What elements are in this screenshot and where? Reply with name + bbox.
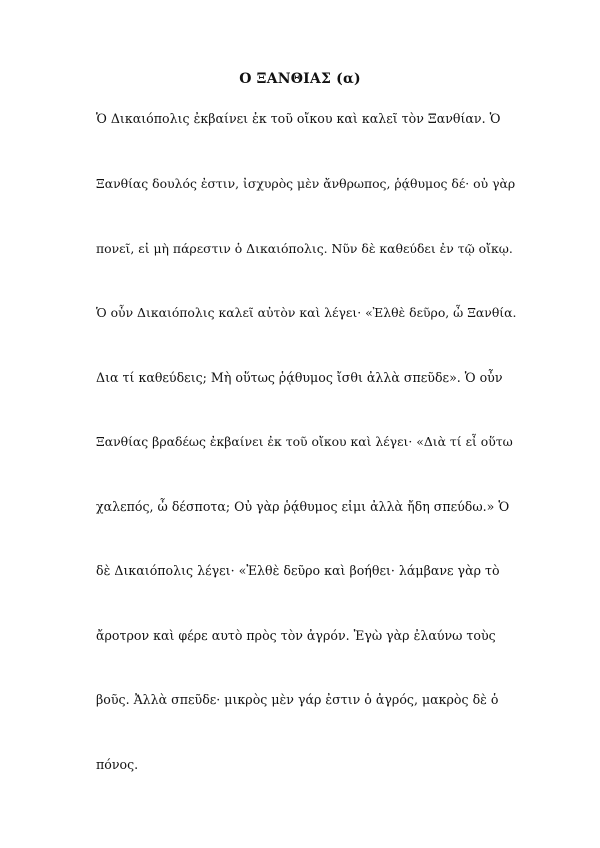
text-line: Ὁ Δικαιόπολις ἐκβαίνει ἐκ τοῦ οἴκου καὶ καλεῖ τὸν Ξανθίαν. Ὁ [96, 111, 501, 126]
text-line: χαλεπός, ὦ δέσποτα; Οὐ γὰρ ῥᾴθυμος εἰμι ἀλλὰ ἤδη σπεύδω.» Ὁ [96, 499, 510, 514]
text-line: Ξανθίας βραδέως ἐκβαίνει ἐκ τοῦ οἴκου καὶ λέγει· «Διὰ τί εἶ οὕτω [96, 434, 513, 449]
text-line: Ὁ οὖν Δικαιόπολις καλεῖ αὐτὸν καὶ λέγει· «Ἐλθὲ δεῦρο, ὦ Ξανθία. [96, 305, 517, 320]
text-line: πονεῖ, εἰ μὴ πάρεστιν ὁ Δικαιόπολις. Νῦν δὲ καθεύδει ἐν τῷ οἴκῳ. [96, 241, 513, 256]
text-line: ἄροτρον καὶ φέρε αυτὸ πρὸς τὸν ἀγρόν. Ἐγὼ γὰρ ἐλαύνω τοὺς [96, 628, 496, 643]
text-line: πόνος. [96, 757, 139, 772]
document-title: Ο ΞΑΝΘΙΑΣ (α) [239, 71, 361, 87]
text-line: βοῦς. Ἀλλὰ σπεῦδε· μικρὸς μὲν γάρ ἐστιν ὁ ἀγρός, μακρὸς δὲ ὁ [96, 692, 499, 707]
text-line: δὲ Δικαιόπολις λέγει· «Ἐλθὲ δεῦρο καὶ βοήθει· λάμβανε γὰρ τὸ [96, 563, 500, 578]
text-line: Δια τί καθεύδεις; Μὴ οὕτως ῥᾴθυμος ἴσθι ἀλλὰ σπεῦδε». Ὁ οὖν [96, 370, 503, 385]
text-line: Ξανθίας δουλός ἐστιν, ἰσχυρὸς μὲν ἄνθρωπος, ῥᾴθυμος δέ· οὐ γὰρ [96, 176, 516, 191]
